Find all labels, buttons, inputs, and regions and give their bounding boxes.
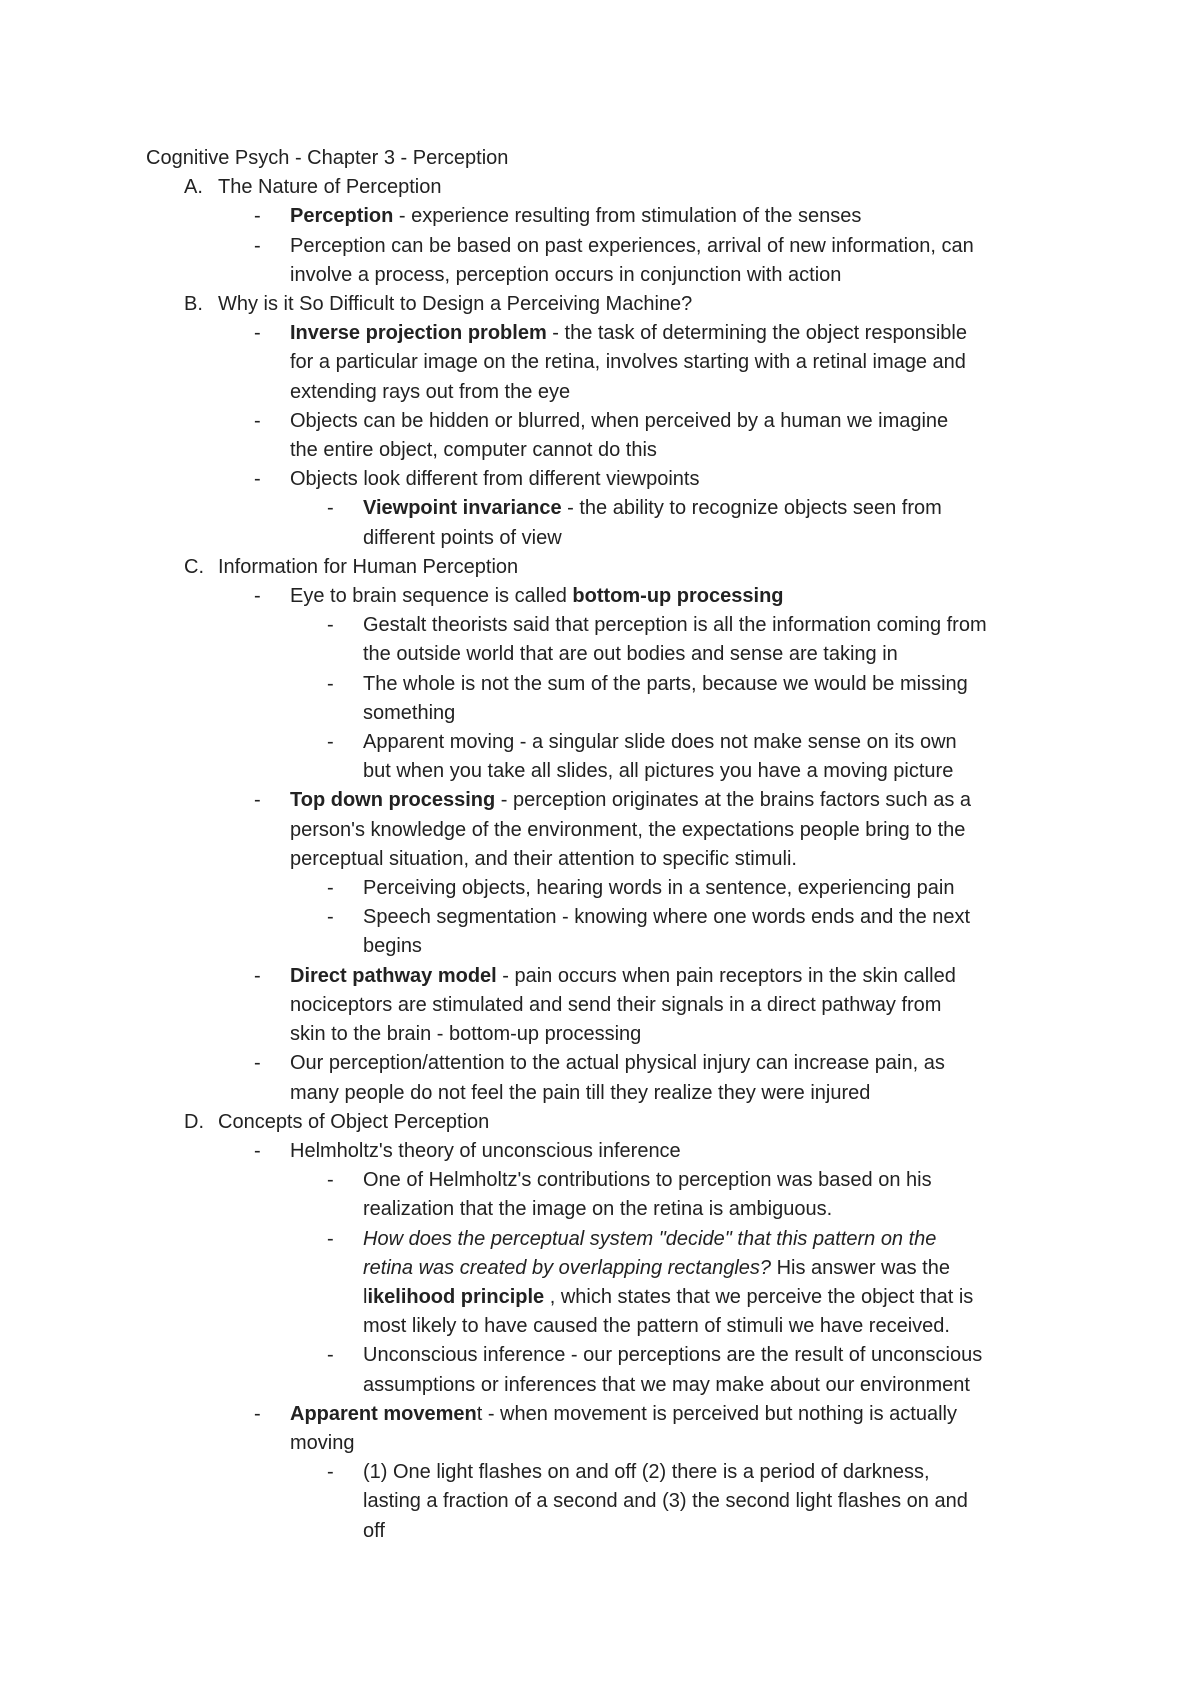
- bullet-dash: -: [327, 906, 334, 929]
- section-a-heading: [146, 173, 1076, 202]
- bullet-item: [146, 465, 1076, 494]
- bullet-text: The whole is not the sum of the parts, because we would be missing: [363, 672, 968, 695]
- bullet-text: - pain occurs when pain receptors in the skin called: [496, 964, 956, 987]
- bullet-text: Unconscious inference - our perceptions are the result of unconscious: [363, 1344, 983, 1367]
- bullet-text: - the ability to recognize objects seen from: [561, 497, 942, 520]
- bullet-dash: -: [327, 731, 334, 754]
- sub-bullet-continuation: off: [363, 1519, 385, 1542]
- bullet-text: Objects look different from different viewpoints: [290, 468, 700, 491]
- document-body: [146, 144, 1076, 1546]
- section-heading-text: Information for Human Perception: [218, 555, 519, 578]
- bullet-continuation: moving: [290, 1431, 355, 1454]
- bullet-continuation: the entire object, computer cannot do this: [290, 439, 657, 462]
- sub-bullet-item: [146, 494, 1076, 523]
- sub-bullet-continuation: assumptions or inferences that we may make about our environment: [363, 1373, 970, 1396]
- sub-bullet-item: [146, 903, 1076, 932]
- bullet-continuation: for a particular image on the retina, involves starting with a retinal image and: [290, 351, 966, 374]
- bullet-dash: -: [254, 585, 261, 608]
- bullet-continuation: skin to the brain - bottom-up processing: [290, 1023, 642, 1046]
- bullet-item: [146, 407, 1076, 436]
- bold-term: Inverse projection problem: [290, 322, 547, 345]
- bullet-dash: -: [254, 205, 261, 228]
- bullet-text: Our perception/attention to the actual physical injury can increase pain, as: [290, 1052, 945, 1075]
- section-b-heading: [146, 290, 1076, 319]
- bullet-dash: -: [254, 1402, 261, 1425]
- italic-question: How does the perceptual system "decide" that this pattern on the: [363, 1227, 937, 1250]
- bullet-text: Objects can be hidden or blurred, when perceived by a human we imagine: [290, 409, 949, 432]
- sub-bullet-continuation: the outside world that are out bodies and sense are taking in: [363, 643, 898, 666]
- sub-bullet-continuation: begins: [363, 935, 422, 958]
- bullet-dash: -: [327, 672, 334, 695]
- bullet-text: His answer was the: [771, 1256, 950, 1279]
- bullet-item: [146, 1049, 1076, 1078]
- bullet-continuation: person's knowledge of the environment, the expectations people bring to the: [290, 818, 966, 841]
- bullet-dash: -: [327, 1227, 334, 1250]
- sub-bullet-item: [146, 728, 1076, 757]
- bold-term: Apparent movemen: [290, 1402, 477, 1425]
- sub-bullet-item: [146, 670, 1076, 699]
- bullet-text: Perceiving objects, hearing words in a sentence, experiencing pain: [363, 877, 955, 900]
- sub-bullet-item: [146, 874, 1076, 903]
- sub-bullet-continuation: [146, 1254, 1076, 1283]
- bullet-item: [146, 319, 1076, 348]
- bullet-dash: -: [327, 1169, 334, 1192]
- document-title: Cognitive Psych - Chapter 3 - Perception: [146, 147, 509, 169]
- sub-bullet-continuation: most likely to have caused the pattern of stimuli we have received.: [363, 1315, 950, 1338]
- bullet-text: (1) One light flashes on and off (2) there is a period of darkness,: [363, 1461, 930, 1484]
- bold-term: Top down processing: [290, 789, 496, 812]
- bullet-text: - experience resulting from stimulation of the senses: [393, 205, 862, 228]
- bullet-text: - the task of determining the object responsible: [546, 322, 967, 345]
- bold-term: Viewpoint invariance: [363, 497, 562, 520]
- section-heading-text: Concepts of Object Perception: [218, 1110, 490, 1133]
- sub-bullet-item: [146, 1166, 1076, 1195]
- bullet-text: t - when movement is perceived but nothing is actually: [476, 1402, 957, 1425]
- bullet-dash: -: [327, 1461, 334, 1484]
- bullet-text: Helmholtz's theory of unconscious inference: [290, 1139, 681, 1162]
- bullet-dash: -: [254, 234, 261, 257]
- section-d-heading: [146, 1108, 1076, 1137]
- section-label: B.: [184, 293, 203, 316]
- section-label: A.: [184, 176, 203, 199]
- bullet-text: , which states that we perceive the object that is: [544, 1285, 974, 1308]
- sub-bullet-item: [146, 611, 1076, 640]
- bold-term: bottom-up processing: [572, 585, 784, 608]
- bullet-text: Apparent moving - a singular slide does not make sense on its own: [363, 731, 957, 754]
- bullet-item: [146, 962, 1076, 991]
- sub-bullet-continuation: but when you take all slides, all pictures you have a moving picture: [363, 760, 954, 783]
- sub-bullet-continuation: [146, 1283, 1076, 1312]
- bullet-dash: -: [254, 964, 261, 987]
- bullet-text: Eye to brain sequence is called: [290, 585, 573, 608]
- sub-bullet-continuation: realization that the image on the retina is ambiguous.: [363, 1198, 833, 1221]
- sub-bullet-continuation: different points of view: [363, 526, 562, 549]
- bullet-text: Gestalt theorists said that perception is all the information coming from: [363, 614, 987, 637]
- section-heading-text: The Nature of Perception: [218, 176, 442, 199]
- sub-bullet-item: [146, 1225, 1076, 1254]
- bullet-text: Speech segmentation - knowing where one words ends and the next: [363, 906, 971, 929]
- bullet-dash: -: [327, 877, 334, 900]
- bullet-continuation: many people do not feel the pain till they realize they were injured: [290, 1081, 871, 1104]
- bullet-item: [146, 232, 1076, 261]
- bullet-item: [146, 582, 1076, 611]
- sub-bullet-continuation: something: [363, 701, 456, 724]
- bullet-continuation: nociceptors are stimulated and send their signals in a direct pathway from: [290, 993, 942, 1016]
- sub-bullet-item: [146, 1341, 1076, 1370]
- bullet-dash: -: [327, 1344, 334, 1367]
- bullet-continuation: extending rays out from the eye: [290, 380, 571, 403]
- bullet-continuation: involve a process, perception occurs in conjunction with action: [290, 263, 842, 286]
- bullet-dash: -: [254, 409, 261, 432]
- bullet-dash: -: [254, 1139, 261, 1162]
- bullet-continuation: perceptual situation, and their attention to specific stimuli.: [290, 847, 797, 870]
- bullet-item: [146, 202, 1076, 231]
- bullet-text: One of Helmholtz's contributions to perception was based on his: [363, 1169, 932, 1192]
- bold-term: Perception: [290, 205, 394, 228]
- bullet-dash: -: [327, 497, 334, 520]
- bullet-item: [146, 786, 1076, 815]
- bullet-text: Perception can be based on past experiences, arrival of new information, can: [290, 234, 974, 257]
- bullet-dash: -: [254, 1052, 261, 1075]
- bullet-item: [146, 1137, 1076, 1166]
- bullet-text: - perception originates at the brains factors such as a: [495, 789, 971, 812]
- bullet-item: [146, 1400, 1076, 1429]
- bullet-dash: -: [327, 614, 334, 637]
- bullet-dash: -: [254, 468, 261, 491]
- section-label: D.: [184, 1110, 204, 1133]
- sub-bullet-item: [146, 1458, 1076, 1487]
- bold-term: Direct pathway model: [290, 964, 497, 987]
- section-c-heading: [146, 553, 1076, 582]
- bullet-text: l: [363, 1285, 368, 1308]
- section-label: C.: [184, 555, 204, 578]
- bullet-dash: -: [254, 322, 261, 345]
- italic-question: retina was created by overlapping rectangles?: [363, 1256, 772, 1279]
- bold-term: ikelihood principle: [367, 1285, 545, 1308]
- sub-bullet-continuation: lasting a fraction of a second and (3) the second light flashes on and: [363, 1490, 968, 1513]
- bullet-dash: -: [254, 789, 261, 812]
- section-heading-text: Why is it So Difficult to Design a Perceiving Machine?: [218, 293, 693, 316]
